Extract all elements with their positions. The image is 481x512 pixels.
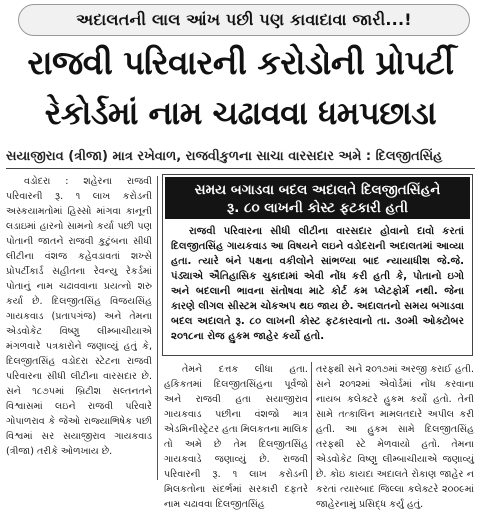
column-divider-2 [311, 362, 312, 480]
article-column-1: વડોદરા : શહેરના રાજવી પરિવારની રૂ. ૧ લાખ કરોડની અસ્કયામતોમાં હિસ્સો માંગવા કાનૂની લડાઇમાં હારનો સામનો કર્યા પછી પણ પોતાની જાતને રાજવી કુટુંબના સીધી લીટીના વંશજ કહેવડાવતાં શખ્સે પ્રોપર્ટીકાર્ડ સહીતના રેવન્યુ રેકર્ડમાં પોતાનું નામ ચઢાવવાના પ્રયત્નો શરુ કર્યા છે. દિલજીતસિંહ વિજયસિંહ ગાયકવાડ (પ્રતાપગંજ) અને તેમના એડવોકેટ વિષ્ણુ લીમ્બાચીયાએ મંગળવારે પત્રકારોને જણાવ્યું હતું કે, દિલજીતસિંહ વડોદરા સ્ટેટના રાજવી પરિવારના સીધી લીટીના વારસદાર છે. સને ૧૮૭૫માં બ્રિટીશ સલ્તનતને વિશ્વાસમાં લઇને રાજવી પરિવારે ગોપાળરાવ કે જેઓ રાજ્યાભિષેક પછી વિશ્વમાં સર સયાજીરાવ ગાયકવાડ (ત્રીજા) તરીકે ઓળખાય છે. [6, 176, 152, 457]
highlight-box [162, 174, 473, 356]
headline-line-2: રેકોર્ડમાં નામ ચઢાવવા ધમપછાડા [44, 94, 437, 132]
highlight-box-title-line-2: રૂ. ૮૦ લાખની કોસ્ટ ફટકારી હતી [227, 200, 408, 216]
headline-line-1: રાજવી પરિવારની કરોડોની પ્રોપર્ટી [27, 43, 454, 82]
highlight-box-title-line-1: સમય બગાડવા બદલ અદાલતે દિલજીતસિંહને [194, 182, 441, 198]
kicker-banner: અદાલતની લાલ આંખ પછી પણ કાવાદાવા જારી...! [18, 4, 470, 36]
article-column-2: તેમને દત્તક લીધા હતા. હકિકતમાં દિલજીતસિંહના પૂર્વજો અને રાજવી હતા સયાજીરાવ ગાયકવાડ પછીના વંશજો માત્ર એડમિનીસ્ટ્રેટર હતા મિલકતના માલિક તો અમે છે તેમ દિલજીતસિંહ ગાયકવાડે જણાવ્યું છે. રાજવી પરિવારની રૂ. ૧ લાખ કરોડની મિલકતોના સંદર્ભમાં સરકારી દફતરે નામ ચઢાવવા દિલજીતસિંહ [164, 364, 308, 510]
subheadline: સયાજીરાવ (ત્રીજા) માત્ર રખેવાળ, રાજવીકુળના સાચા વારસદાર અમે : દિલજીતસિંહ [6, 147, 475, 169]
column-divider [157, 176, 158, 480]
highlight-box-title [165, 177, 470, 219]
highlight-box-body: રાજવી પરિવારના સીધી લીટીના વારસદાર હોવાનો દાવો કરતાં દિલજીતસિંહ ગાયકવાડ આ વિષયને લઇને વડોદરાની અદાલતમાં આવ્યા હતા. ત્યારે બંને પક્ષના વકીલોને સાંભળ્યા બાદ ન્યાયાધીશ જે.જે. પંડ્યાએ ઐતિહાસિક ચુકાદામાં એવી નોંધ કરી હતી કે, પોતાનો ઇગો અને બદલાની ભાવના સંતોષવા માટે કોર્ટ કમ પ્લેટફોર્મ નથી. જેના કારણે લીગલ સીસ્ટમ ચોકઅપ થઇ જાય છે. અદાલતનો સમય બગાડવા બદલ અદાલતે રૂ. ૮૦ લાખની કોસ્ટ ફટકારવાનો તા. ૩૦મી ઓક્ટોબર ૨૦૧૮ના રોજ હુકમ જાહેર કર્યો હતો. [171, 226, 465, 342]
article-column-3: તરફથી સને ૨૦૧૭માં અરજી કરાઈ હતી. સને ૨૦૧૨માં એવોર્ડમાં નોંધ કરવાના નાયબ કલેક્ટરે હુકમ કર્યો હતો. તેની સામે તત્કાલિન મામલતદારે અપીલ કરી હતી. આ હુકમ સામે દિલજીતસિંહ તરફથી સ્ટે મેળવાયો હતો. તેમના એડવોકેટ વિષ્ણુ લીમ્બાચીયાએ જણાવ્યું છે. કોઇ કાયદા અદાલતે રોકાણ જાહેર ન કરતાં ત્યારબાદ જિલ્લા કલેક્ટરે ૨૦૦૯માં જાહેરનામું પ્રસિદ્ધ કર્યું હતું. [316, 364, 474, 510]
